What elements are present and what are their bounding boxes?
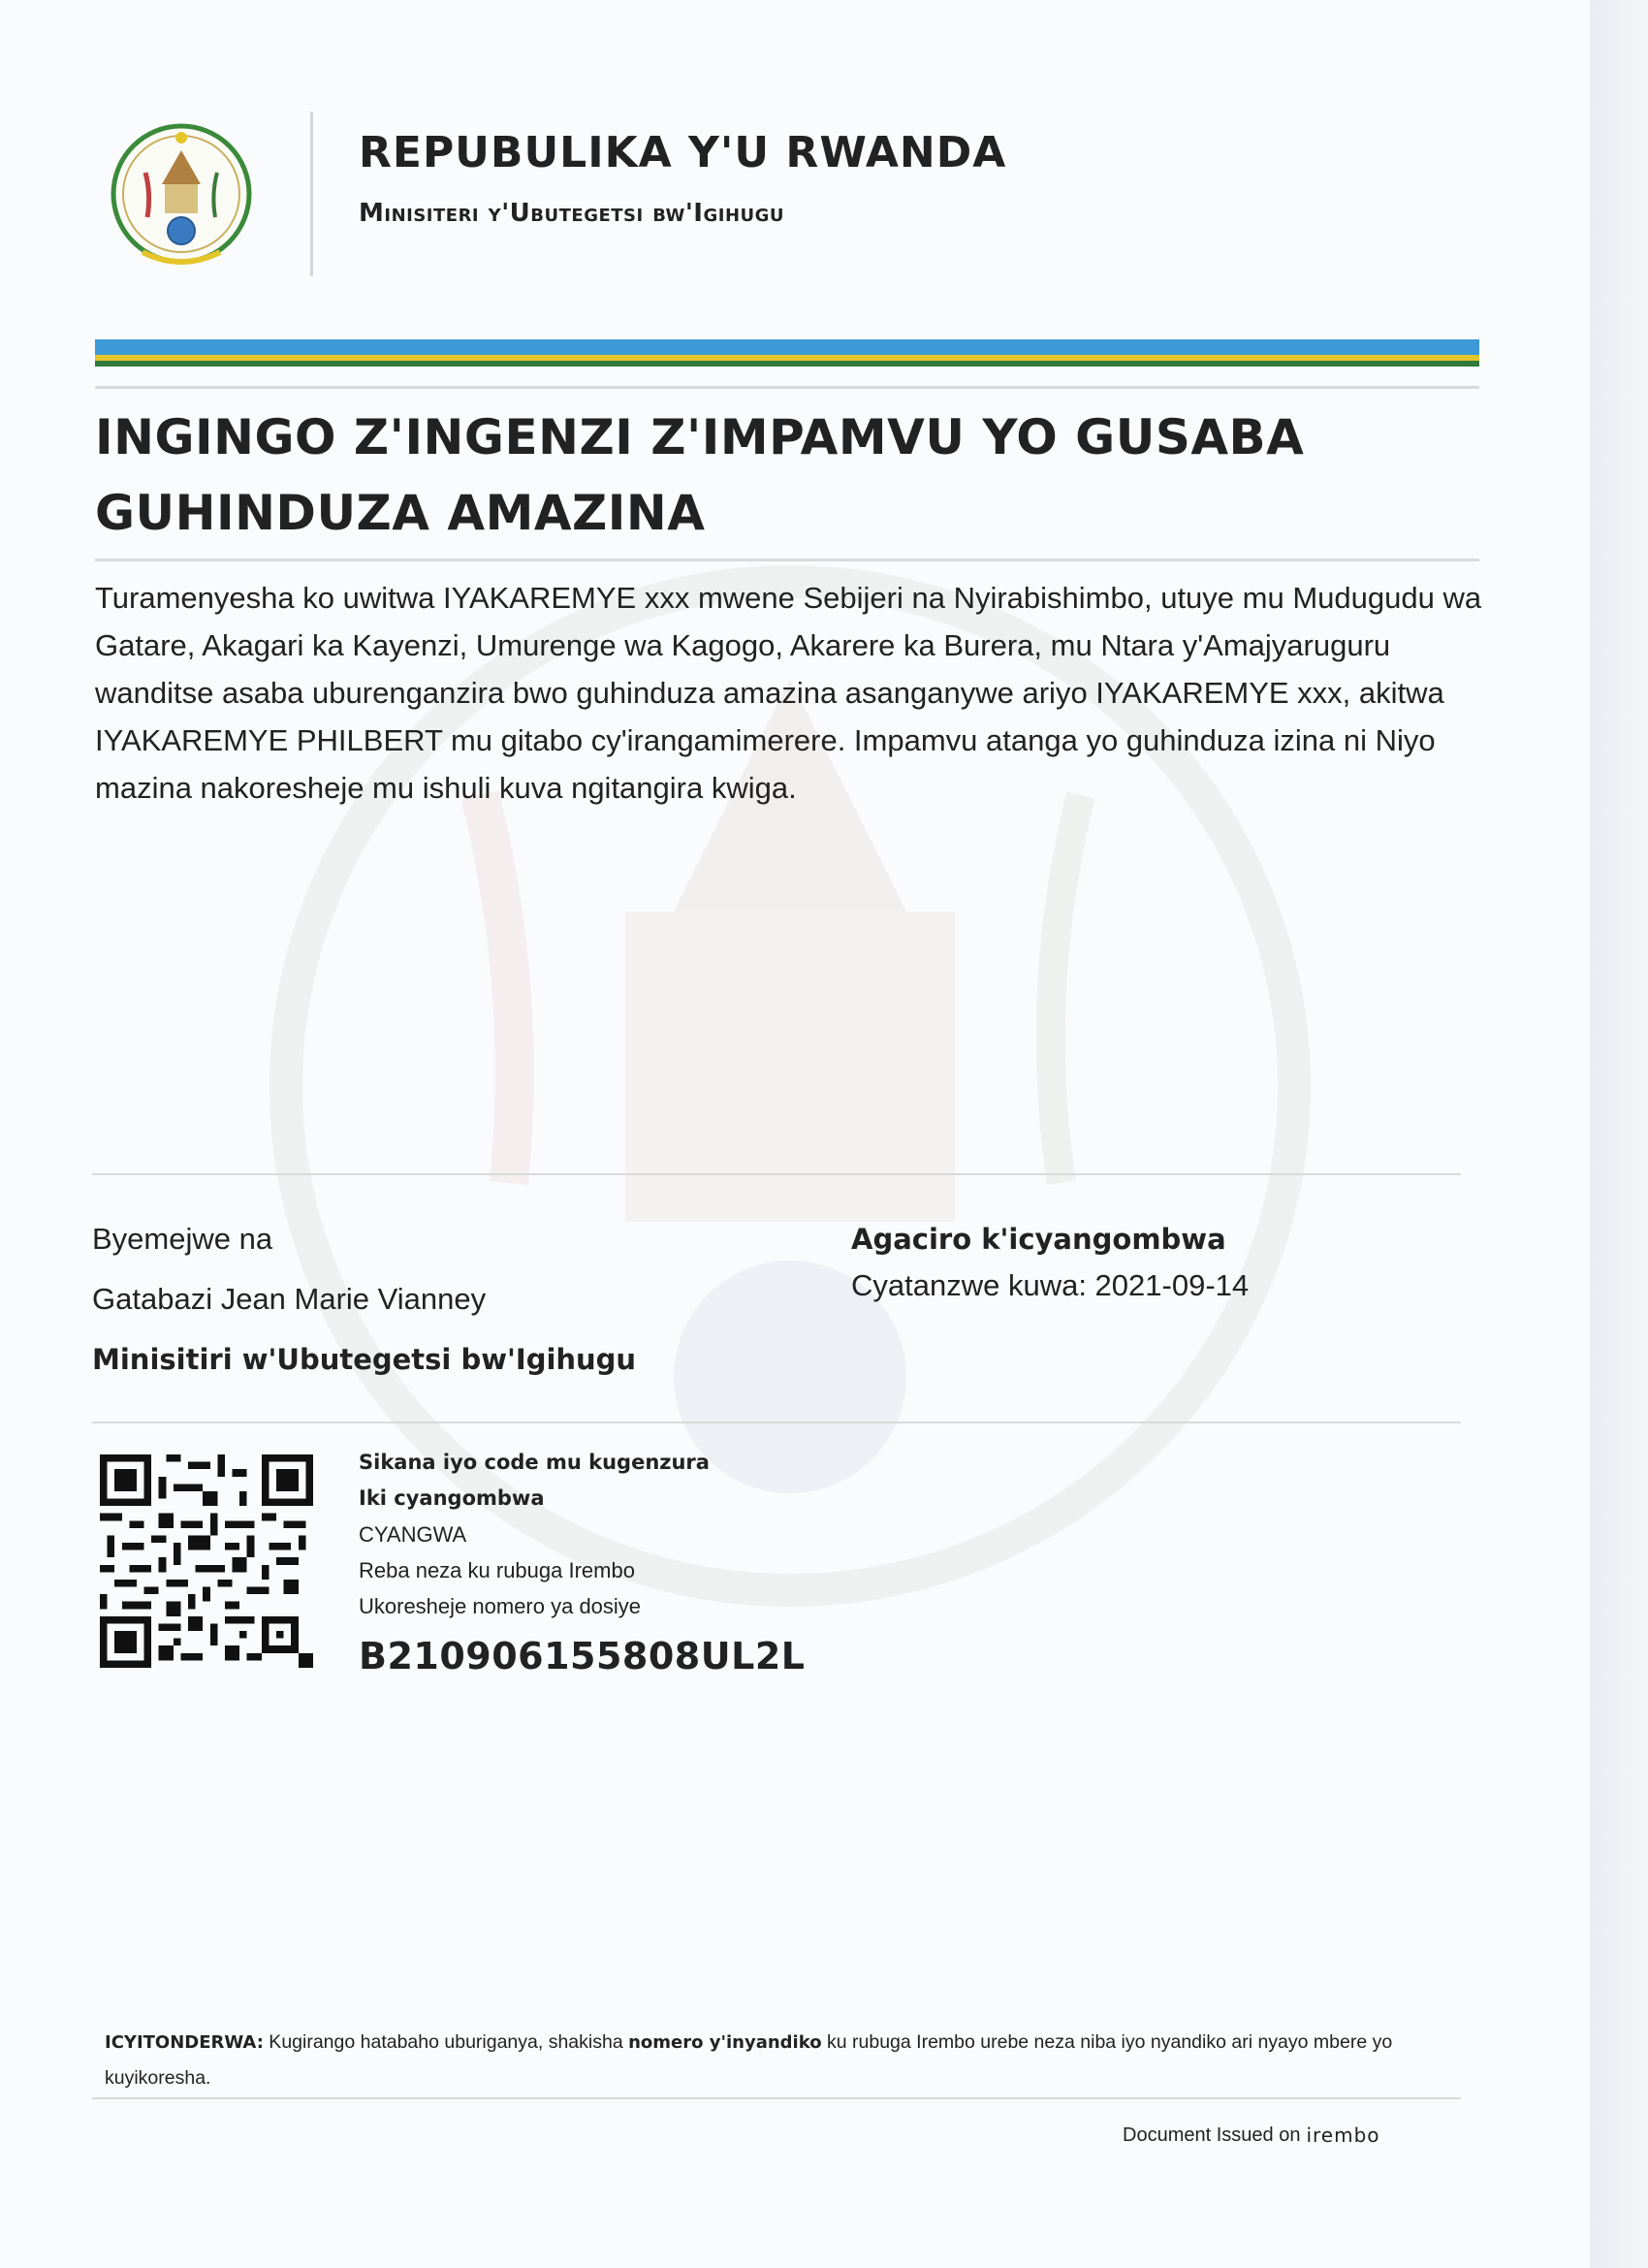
file-number-instruction: Ukoresheje nomero ya dosiye bbox=[359, 1594, 642, 1618]
divider bbox=[92, 1421, 1461, 1423]
signer-role: Minisitiri w'Ubutegetsi bw'Igihugu bbox=[92, 1343, 637, 1376]
document-title: INGINGO Z'INGENZI Z'IMPAMVU YO GUSABA GUHINDUZA AMAZINA bbox=[95, 409, 1305, 541]
file-number: B210906155808UL2L bbox=[359, 1635, 806, 1677]
issue-date: Cyatanzwe kuwa: 2021-09-14 bbox=[851, 1268, 1250, 1302]
validity-block bbox=[851, 1224, 1249, 1301]
irembo-instruction: Reba neza ku rubuga Irembo bbox=[359, 1558, 635, 1582]
document-body: Turamenyesha ko uwitwa IYAKAREMYE xxx mwene Sebijeri na Nyirabishimbo, utuye mu Mudugudu wa Gatare, Akagari ka Kayenzi, Umurenge wa Kagogo, Akarere ka Burera, mu Ntara y'Amajyaruguru wanditse asaba uburenganzira bwo guhinduza amazina asanganywe ariyo IYAKAREMYE xxx, akitwa IYAKAREMYE PHILBERT mu gitabo cy'irangamimerere. Impamvu atanga yo guhinduza izina ni Niyo mazina nakoresheje mu ishuli kuva ngitangira kwiga. bbox=[95, 581, 1482, 805]
notice-emphasis: nomero y'inyandiko bbox=[628, 2032, 822, 2053]
notice-text-end: ku rubuga Irembo urebe neza niba iyo nyandiko ari nyayo mbere yo kuyikoresha. bbox=[105, 2031, 1393, 2089]
irembo-logo: irembo bbox=[1306, 2124, 1380, 2147]
issued-footer bbox=[1123, 2124, 1386, 2147]
header-divider bbox=[310, 112, 313, 276]
notice-text: Kugirango hatabaho uburiganya, shakisha bbox=[263, 2031, 629, 2053]
notice bbox=[105, 2025, 1462, 2096]
divider bbox=[92, 1173, 1461, 1175]
qr-code-icon[interactable] bbox=[100, 1454, 313, 1668]
divider bbox=[92, 2097, 1461, 2099]
divider bbox=[95, 559, 1479, 561]
validity-label: Agaciro k'icyangombwa bbox=[851, 1223, 1226, 1256]
flag-stripe bbox=[95, 339, 1479, 367]
approval-block bbox=[92, 1224, 636, 1404]
divider bbox=[95, 386, 1479, 389]
scan-edge bbox=[1590, 0, 1648, 2268]
scan-instruction-2: Iki cyangombwa bbox=[359, 1486, 545, 1510]
notice-label: ICYITONDERWA: bbox=[105, 2032, 264, 2053]
scan-instruction: Sikana iyo code mu kugenzura bbox=[359, 1451, 710, 1474]
issued-on-label: Document Issued on bbox=[1123, 2124, 1301, 2146]
approval-label: Byemejwe na bbox=[92, 1222, 273, 1256]
country-title: REPUBULIKA Y'U RWANDA bbox=[359, 128, 1007, 177]
ministry-title: Minisiteri y'Ubutegetsi bw'Igihugu bbox=[359, 199, 785, 228]
or-label: CYANGWA bbox=[359, 1522, 467, 1547]
signer-name: Gatabazi Jean Marie Vianney bbox=[92, 1282, 487, 1316]
verification-block bbox=[359, 1445, 805, 1678]
rwanda-emblem-icon bbox=[109, 116, 254, 276]
